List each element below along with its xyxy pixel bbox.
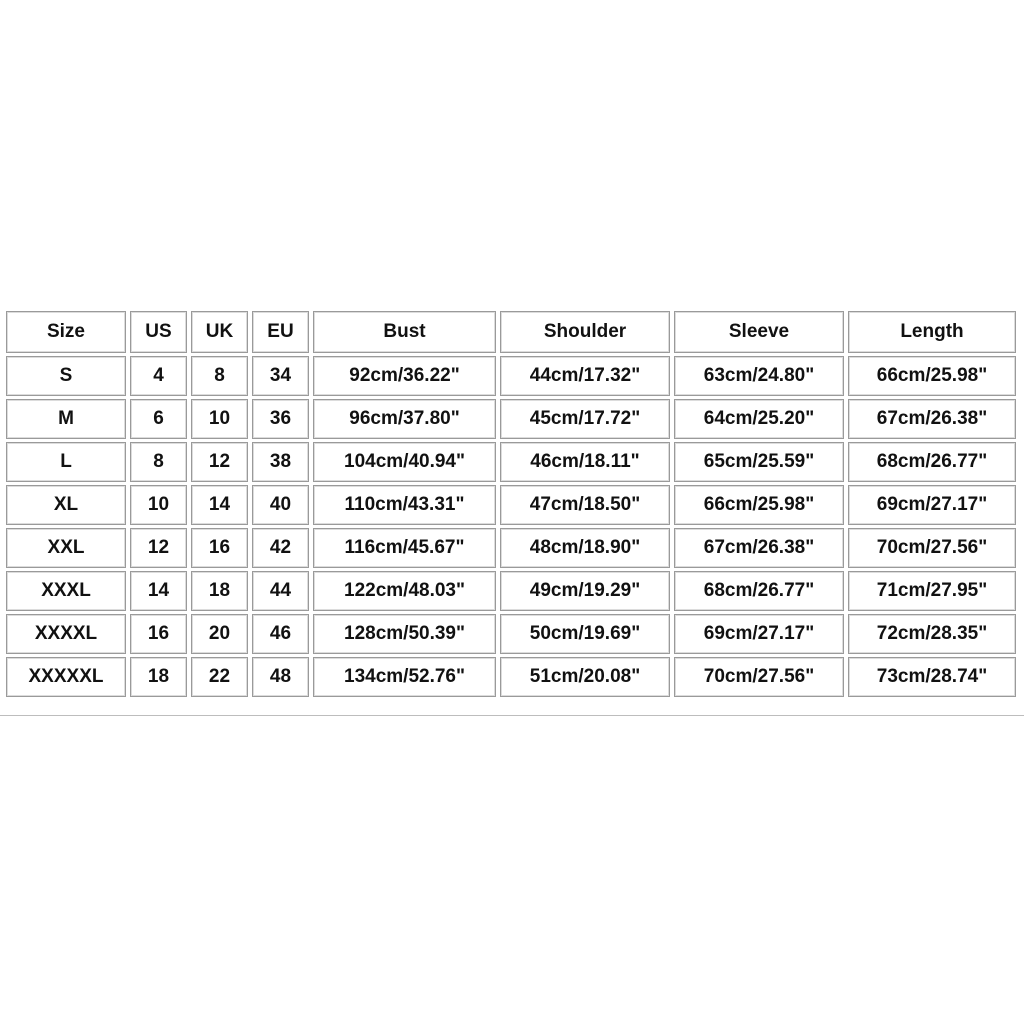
cell-bust: 110cm/43.31": [313, 485, 496, 525]
cell-uk: 18: [191, 571, 248, 611]
cell-eu: 48: [252, 657, 309, 697]
cell-shoulder: 46cm/18.11": [500, 442, 670, 482]
cell-eu: 36: [252, 399, 309, 439]
cell-sleeve: 64cm/25.20": [674, 399, 844, 439]
header-shoulder: Shoulder: [500, 311, 670, 353]
cell-bust: 128cm/50.39": [313, 614, 496, 654]
cell-sleeve: 65cm/25.59": [674, 442, 844, 482]
cell-size: L: [6, 442, 126, 482]
table-row: [6, 614, 1016, 654]
cell-length: 68cm/26.77": [848, 442, 1016, 482]
cell-sleeve: 68cm/26.77": [674, 571, 844, 611]
cell-bust: 122cm/48.03": [313, 571, 496, 611]
cell-bust: 134cm/52.76": [313, 657, 496, 697]
cell-size: XXXXXL: [6, 657, 126, 697]
cell-shoulder: 51cm/20.08": [500, 657, 670, 697]
cell-uk: 8: [191, 356, 248, 396]
cell-us: 10: [130, 485, 187, 525]
cell-bust: 96cm/37.80": [313, 399, 496, 439]
cell-length: 71cm/27.95": [848, 571, 1016, 611]
header-uk: UK: [191, 311, 248, 353]
cell-eu: 44: [252, 571, 309, 611]
cell-shoulder: 49cm/19.29": [500, 571, 670, 611]
cell-uk: 20: [191, 614, 248, 654]
cell-eu: 34: [252, 356, 309, 396]
cell-bust: 92cm/36.22": [313, 356, 496, 396]
cell-us: 4: [130, 356, 187, 396]
size-chart-table: [2, 308, 1020, 700]
cell-us: 14: [130, 571, 187, 611]
cell-length: 70cm/27.56": [848, 528, 1016, 568]
cell-length: 69cm/27.17": [848, 485, 1016, 525]
cell-eu: 42: [252, 528, 309, 568]
header-size: Size: [6, 311, 126, 353]
cell-shoulder: 48cm/18.90": [500, 528, 670, 568]
cell-uk: 22: [191, 657, 248, 697]
cell-shoulder: 45cm/17.72": [500, 399, 670, 439]
cell-length: 73cm/28.74": [848, 657, 1016, 697]
cell-uk: 16: [191, 528, 248, 568]
cell-sleeve: 69cm/27.17": [674, 614, 844, 654]
cell-us: 12: [130, 528, 187, 568]
cell-size: M: [6, 399, 126, 439]
cell-uk: 10: [191, 399, 248, 439]
cell-uk: 12: [191, 442, 248, 482]
header-bust: Bust: [313, 311, 496, 353]
cell-length: 66cm/25.98": [848, 356, 1016, 396]
table-bottom-rule: [0, 715, 1024, 716]
cell-size: XXL: [6, 528, 126, 568]
table-row: [6, 657, 1016, 697]
table-row: [6, 528, 1016, 568]
cell-shoulder: 50cm/19.69": [500, 614, 670, 654]
cell-length: 67cm/26.38": [848, 399, 1016, 439]
cell-sleeve: 67cm/26.38": [674, 528, 844, 568]
cell-shoulder: 47cm/18.50": [500, 485, 670, 525]
cell-sleeve: 63cm/24.80": [674, 356, 844, 396]
cell-us: 8: [130, 442, 187, 482]
table-row: [6, 571, 1016, 611]
cell-eu: 46: [252, 614, 309, 654]
table-row: [6, 399, 1016, 439]
cell-shoulder: 44cm/17.32": [500, 356, 670, 396]
cell-bust: 104cm/40.94": [313, 442, 496, 482]
cell-eu: 40: [252, 485, 309, 525]
header-us: US: [130, 311, 187, 353]
cell-us: 16: [130, 614, 187, 654]
cell-bust: 116cm/45.67": [313, 528, 496, 568]
table-row: [6, 442, 1016, 482]
cell-size: XXXL: [6, 571, 126, 611]
cell-us: 6: [130, 399, 187, 439]
cell-length: 72cm/28.35": [848, 614, 1016, 654]
table-header-row: [6, 311, 1016, 353]
cell-sleeve: 70cm/27.56": [674, 657, 844, 697]
cell-uk: 14: [191, 485, 248, 525]
table-row: [6, 356, 1016, 396]
cell-sleeve: 66cm/25.98": [674, 485, 844, 525]
cell-size: XL: [6, 485, 126, 525]
header-eu: EU: [252, 311, 309, 353]
cell-size: XXXXL: [6, 614, 126, 654]
table-row: [6, 485, 1016, 525]
cell-us: 18: [130, 657, 187, 697]
header-sleeve: Sleeve: [674, 311, 844, 353]
cell-size: S: [6, 356, 126, 396]
cell-eu: 38: [252, 442, 309, 482]
header-length: Length: [848, 311, 1016, 353]
